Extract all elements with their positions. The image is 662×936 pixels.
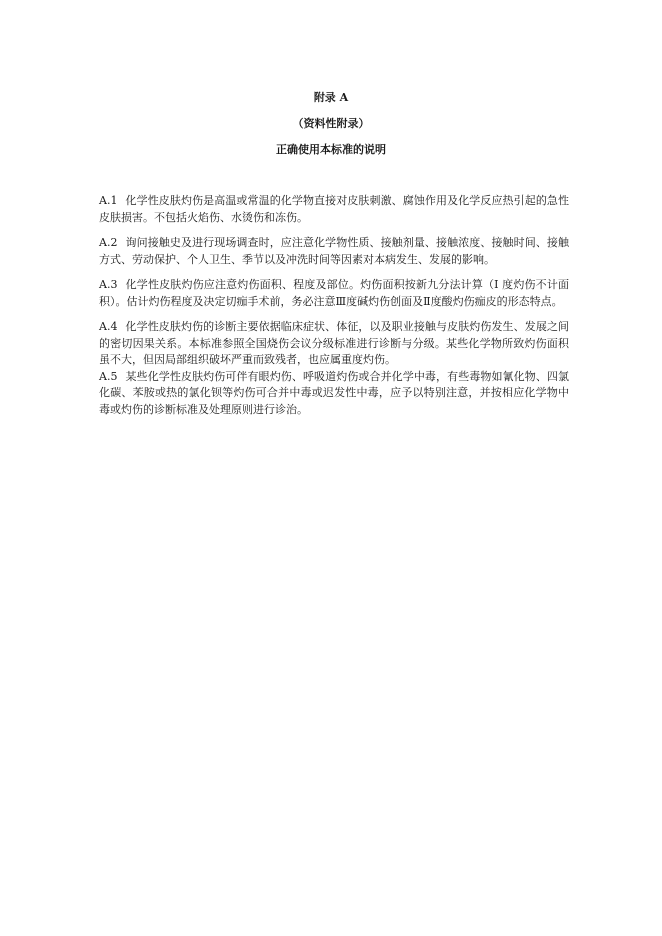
paragraph-number: A.3 bbox=[99, 278, 118, 291]
paragraph-a2 bbox=[99, 235, 569, 268]
paragraph-text: 化学性皮肤灼伤应注意灼伤面积、程度及部位。灼伤面积按新九分法计算（I 度灼伤不计面积）。估计灼伤程度及决定切痂手术前，务必注意Ⅲ度碱灼伤创面及Ⅱ度酸灼伤痂皮的形态特点。 bbox=[99, 278, 569, 308]
appendix-body bbox=[99, 193, 569, 418]
paragraph-a3 bbox=[99, 277, 569, 310]
paragraph-text: 化学性皮肤灼伤的诊断主要依据临床症状、体征，以及职业接触与皮肤灼伤发生、发展之间的密切因果关系。本标准参照全国烧伤会议分级标准进行诊断与分级。某些化学物所致灼伤面积虽不大，但因局部组织破坏严重而致残者，也应属重度灼伤。 bbox=[99, 320, 569, 366]
paragraph-a1 bbox=[99, 193, 569, 226]
paragraph-text: 化学性皮肤灼伤是高温或常温的化学物直接对皮肤刺激、腐蚀作用及化学反应热引起的急性皮肤损害。不包括火焰伤、水烫伤和冻伤。 bbox=[99, 194, 569, 224]
appendix-title: 附录 A bbox=[313, 91, 349, 104]
paragraph-number: A.2 bbox=[99, 236, 118, 249]
section-title: 正确使用本标准的说明 bbox=[276, 143, 386, 156]
paragraph-a4 bbox=[99, 319, 569, 369]
paragraph-number: A.4 bbox=[99, 320, 118, 333]
paragraph-number: A.1 bbox=[99, 194, 118, 207]
paragraph-text: 某些化学性皮肤灼伤可伴有眼灼伤、呼吸道灼伤或合并化学中毒，有些毒物如氰化物、四氯化碳、苯胺或热的氯化钡等灼伤可合并中毒或迟发性中毒，应予以特别注意，并按相应化学物中毒或灼伤的诊断标准及处理原则进行诊治。 bbox=[99, 369, 569, 416]
paragraph-a5 bbox=[99, 369, 569, 419]
paragraph-number: A.5 bbox=[99, 369, 118, 383]
paragraph-text: 询问接触史及进行现场调查时，应注意化学物性质、接触剂量、接触浓度、接触时间、接触方式、劳动保护、个人卫生、季节以及冲洗时间等因素对本病发生、发展的影响。 bbox=[99, 236, 569, 266]
appendix-subtitle: （资料性附录） bbox=[292, 117, 370, 130]
